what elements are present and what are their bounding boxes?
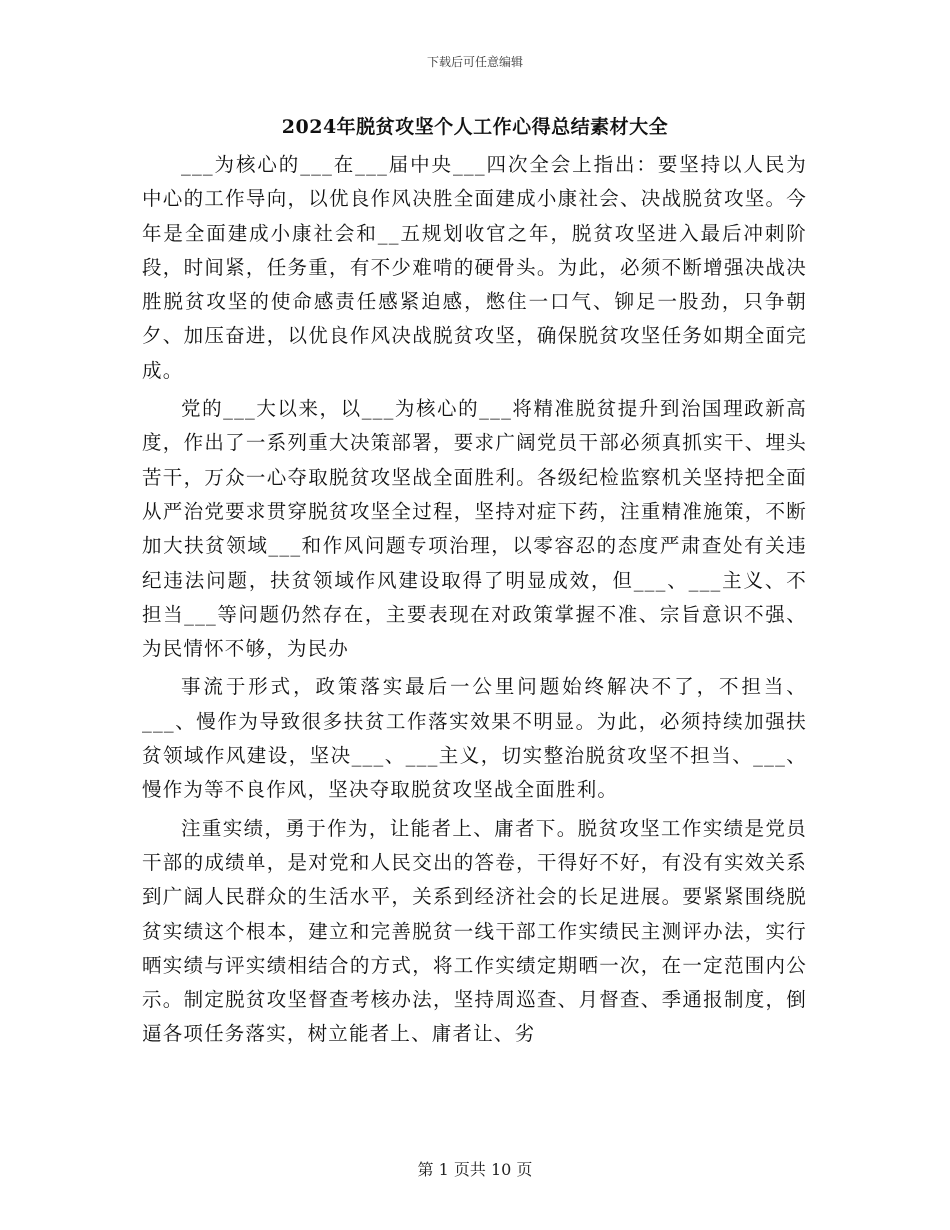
paragraph-2: 党的___大以来，以___为核心的___将精准脱贫提升到治国理政新高度，作出了一系列重大决策部署，要求广阔党员干部必须真抓实干、埋头苦干，万众一心夺取脱贫攻坚战全面胜利。各级纪检监察机关坚持把全面从严治党要求贯穿脱贫攻坚全过程，坚持对症下药，注重精准施策，不断加大扶贫领域___和作风问题专项治理，以零容忍的态度严肃查处有关违纪违法问题，扶贫领域作风建设取得了明显成效，但___、___主义、不担当___等问题仍然存在，主要表现在对政策掌握不准、宗旨意识不强、为民情怀不够，为民办: [142, 397, 807, 661]
document-body: [142, 148, 807, 1056]
paragraph-1: ___为核心的___在___届中央___四次全会上指出：要坚持以人民为中心的工作导向，以优良作风决胜全面建成小康社会、决战脱贫攻坚。今年是全面建成小康社会和__五规划收官之年，脱贫攻坚进入最后冲刺阶段，时间紧，任务重，有不少难啃的硬骨头。为此，必须不断增强决战决胜脱贫攻坚的使命感责任感紧迫感，憋住一口气、铆足一股劲，只争朝夕、加压奋进，以优良作风决战脱贫攻坚，确保脱贫攻坚任务如期全面完成。: [142, 153, 807, 382]
paragraph-4: 注重实绩，勇于作为，让能者上、庸者下。脱贫攻坚工作实绩是党员干部的成绩单，是对党和人民交出的答卷，干得好不好，有没有实效关系到广阔人民群众的生活水平，关系到经济社会的长足进展。要紧紧围绕脱贫实绩这个根本，建立和完善脱贫一线干部工作实绩民主测评办法，实行晒实绩与评实绩相结合的方式，将工作实绩定期晒一次，在一定范围内公示。制定脱贫攻坚督查考核办法，坚持周巡查、月督查、季通报制度，倒逼各项任务落实，树立能者上、庸者让、劣: [142, 816, 807, 1046]
page-footer: 第 1 页共 10 页: [417, 1160, 533, 1179]
header-note: 下载后可任意编辑: [426, 55, 523, 69]
paragraph-3: 事流于形式，政策落实最后一公里问题始终解决不了，不担当、___、慢作为导致很多扶贫工作落实效果不明显。为此，必须持续加强扶贫领域作风建设，坚决___、___主义，切实整治脱贫攻坚不担当、___、慢作为等不良作风，坚决夺取脱贫攻坚战全面胜利。: [142, 675, 807, 802]
document-title: 2024年脱贫攻坚个人工作心得总结素材大全: [281, 116, 669, 138]
